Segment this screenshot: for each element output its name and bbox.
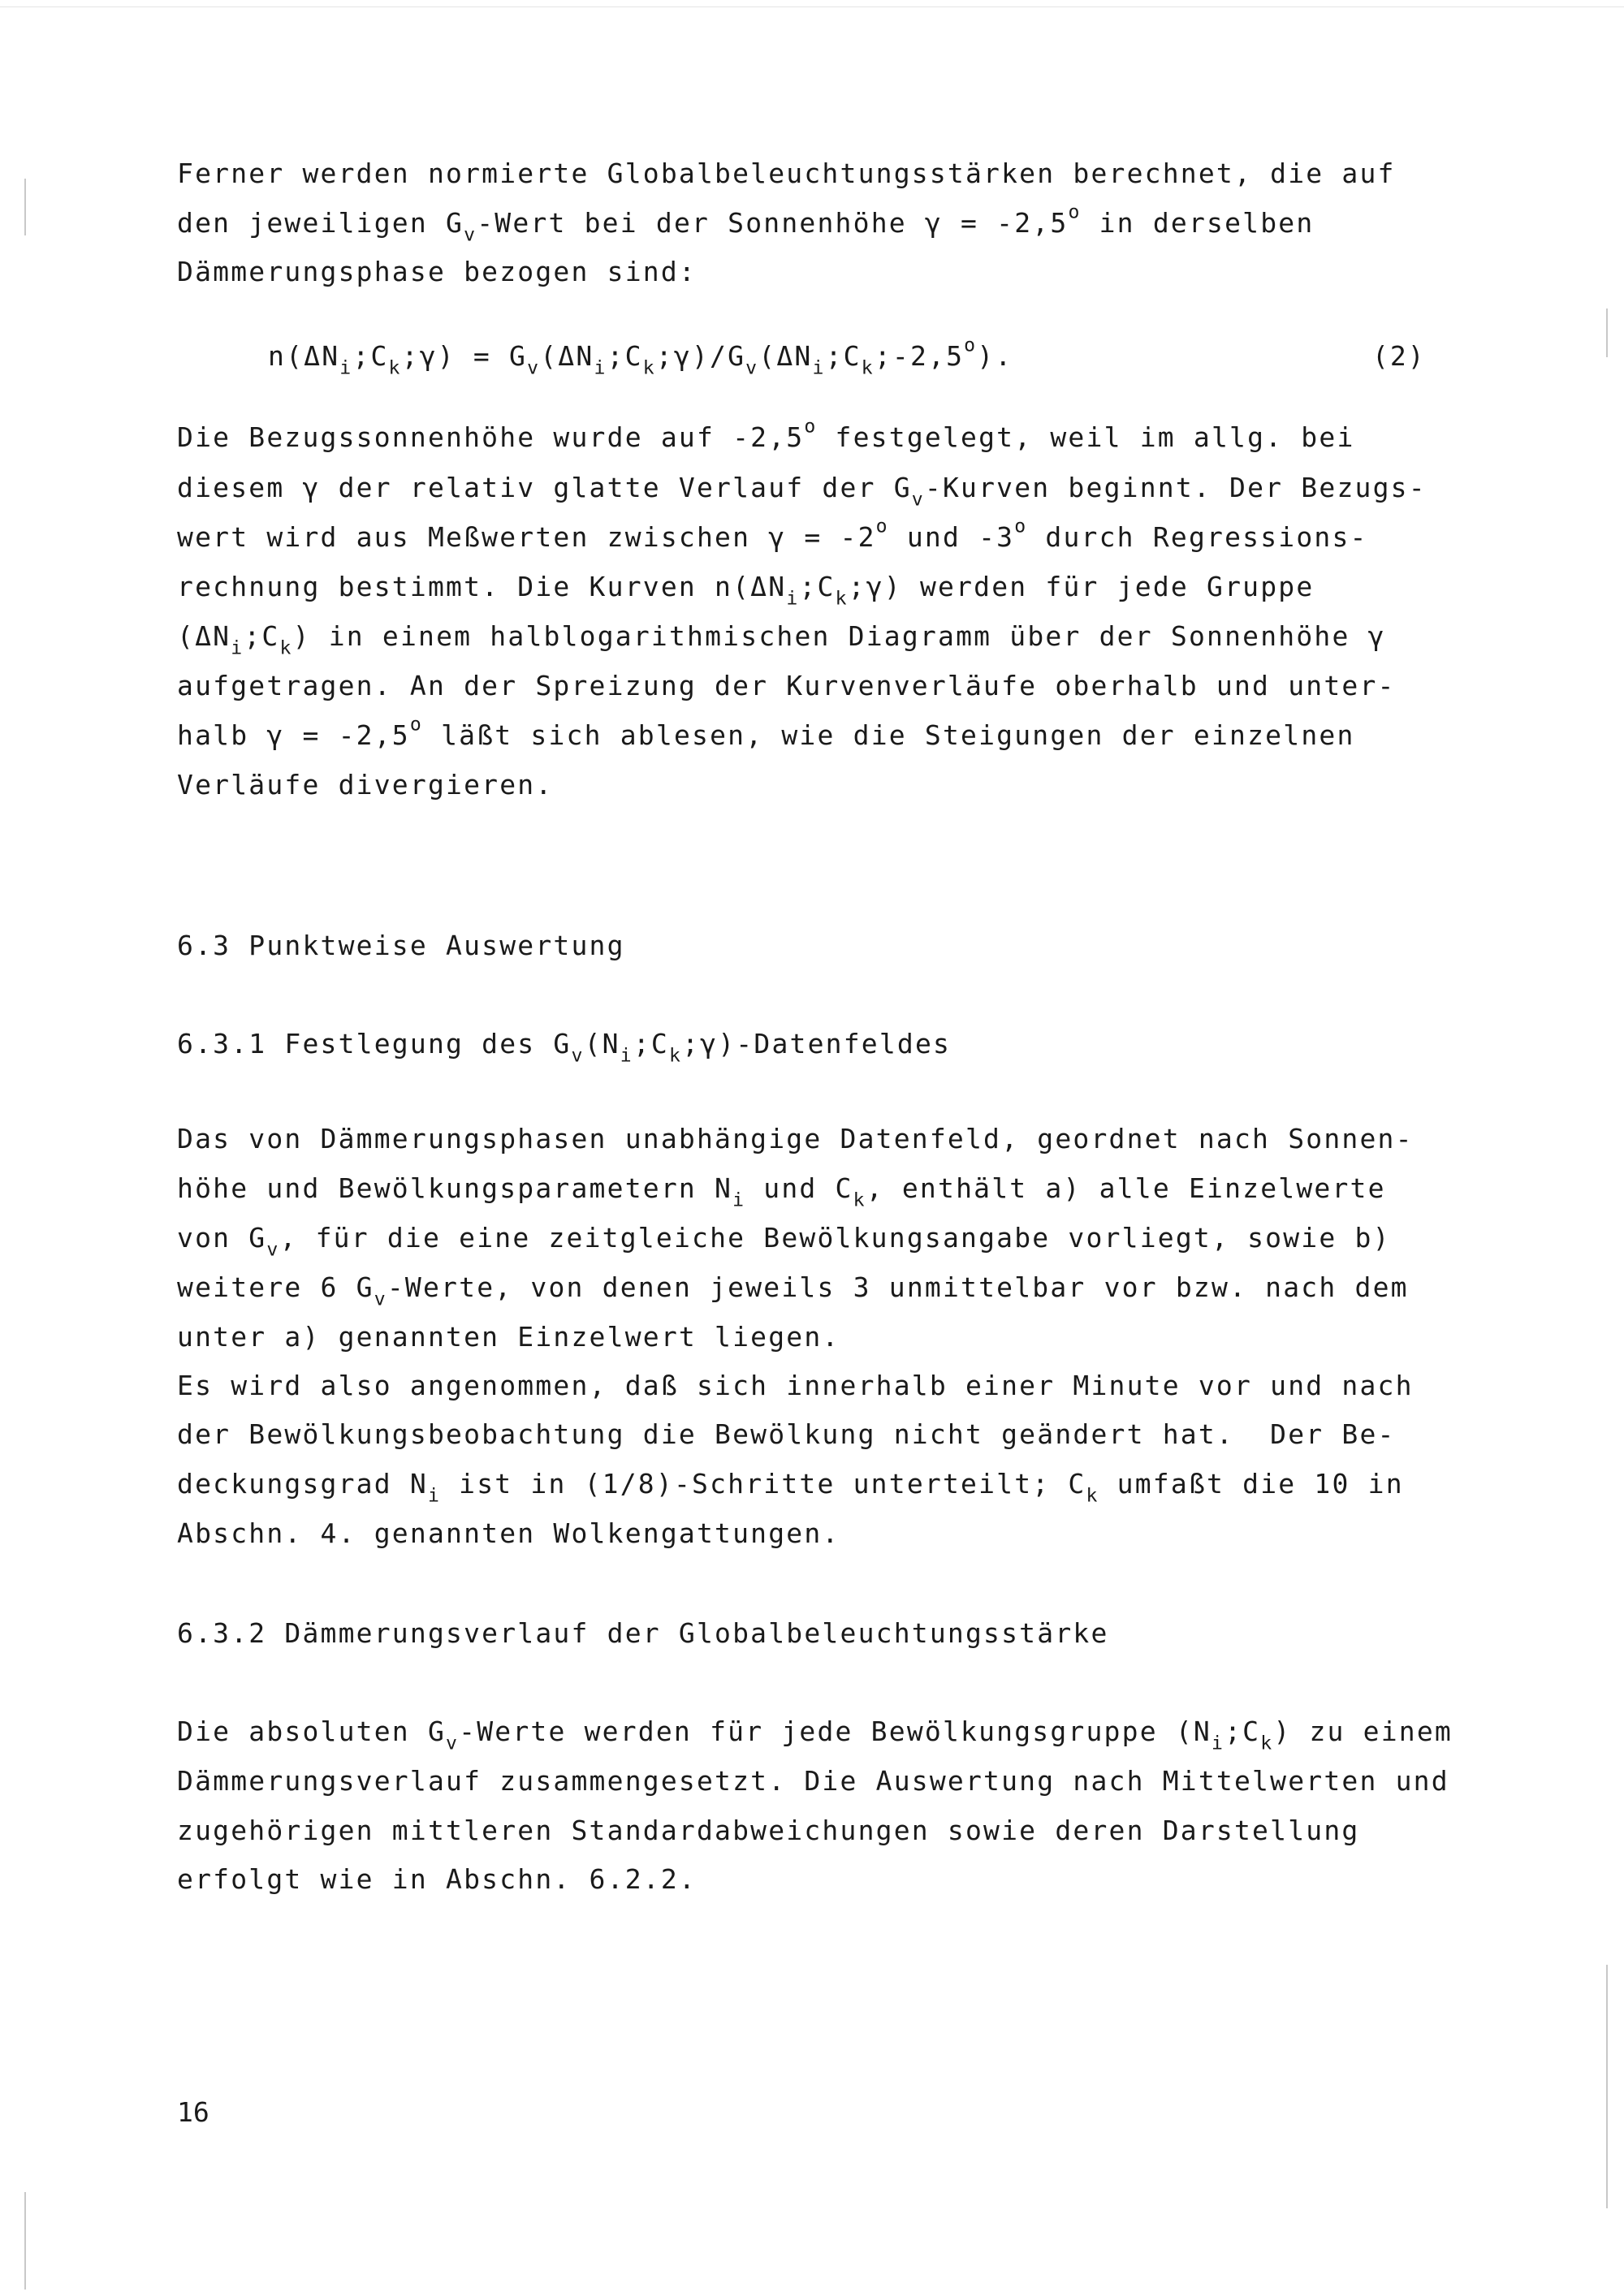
paragraph-4-line-2: Dämmerungsverlauf zusammengesetzt. Die Auswertung nach Mittelwerten und: [177, 1765, 1449, 1797]
paragraph-3-line-6: Es wird also angenommen, daß sich innerhalb einer Minute vor und nach: [177, 1370, 1414, 1401]
paragraph-3-line-4: weitere 6 $G_v$-Werte, von denen jeweils 3 unmittelbar vor bzw. nach dem: [177, 1271, 1409, 1310]
paragraph-2-line-4: rechnung bestimmt. Die Kurven $n(\Delta N_i;C_k;\gamma)$ werden für jede Gruppe: [177, 571, 1315, 610]
paragraph-4-line-4: erfolgt wie in Abschn. 6.2.2.: [177, 1863, 697, 1895]
paragraph-1-line-3: Dämmerungsphase bezogen sind:: [177, 256, 697, 287]
paragraph-3-line-8: deckungsgrad $N_i$ ist in (1/8)-Schritte unterteilt; $C_k$ umfaßt die 10 in: [177, 1468, 1404, 1507]
page-number: 16: [177, 2096, 209, 2128]
scan-left-edge-bottom: [24, 2192, 26, 2290]
paragraph-3-line-2: höhe und Bewölkungsparametern $N_i$ und $C_k$, enthält a) alle Einzelwerte: [177, 1172, 1386, 1211]
paragraph-2-line-1: Die Bezugssonnenhöhe wurde auf -2,5$^o$ festgelegt, weil im allg. bei: [177, 416, 1355, 453]
section-heading-6-3: 6.3 Punktweise Auswertung: [177, 930, 625, 961]
paragraph-1-line-2: den jeweiligen $G_v$-Wert bei der Sonnenhöhe $\gamma = -2,5^o$ in derselben: [177, 201, 1315, 246]
equation-2: $n(\Delta N_i;C_k;\gamma)$ = $G_v(\Delta N_i;C_k;\gamma)/G_v(\Delta N_i;C_k;-2,5^o)$.: [268, 334, 1013, 379]
paragraph-3-line-1: Das von Dämmerungsphasen unabhängige Datenfeld, geordnet nach Sonnen-: [177, 1123, 1414, 1154]
section-heading-6-3-1: 6.3.1 Festlegung des $G_v(N_i;C_k;\gamma)$-Datenfeldes: [177, 1028, 952, 1067]
paragraph-4-line-3: zugehörigen mittleren Standardabweichungen sowie deren Darstellung: [177, 1815, 1360, 1846]
paragraph-2-line-2: diesem γ der relativ glatte Verlauf der $G_v$-Kurven beginnt. Der Bezugs-: [177, 472, 1427, 511]
paragraph-2-line-5: $(\Delta N_i;C_k)$ in einem halblogarithmischen Diagramm über der Sonnenhöhe γ: [177, 620, 1386, 659]
scan-right-edge: [1606, 309, 1608, 357]
scan-right-edge-bottom: [1606, 1965, 1608, 2208]
paragraph-3-line-9: Abschn. 4. genannten Wolkengattungen.: [177, 1517, 840, 1549]
paragraph-2-line-6: aufgetragen. An der Spreizung der Kurvenverläufe oberhalb und unter-: [177, 670, 1396, 701]
section-heading-6-3-2: 6.3.2 Dämmerungsverlauf der Globalbeleuchtungsstärke: [177, 1617, 1109, 1649]
paragraph-4-line-1: Die absoluten $G_v$-Werte werden für jede Bewölkungsgruppe $(N_i;C_k)$ zu einem: [177, 1716, 1453, 1754]
scan-left-edge: [24, 179, 26, 235]
paragraph-3-line-5: unter a) genannten Einzelwert liegen.: [177, 1321, 840, 1353]
equation-number: (2): [1372, 340, 1426, 372]
paragraph-3-line-7: der Bewölkungsbeobachtung die Bewölkung nicht geändert hat. Der Be-: [177, 1418, 1396, 1450]
paragraph-2-line-7: halb $\gamma = -2,5^o$ läßt sich ablesen, wie die Steigungen der einzelnen: [177, 714, 1355, 751]
paragraph-1-line-1: Ferner werden normierte Globalbeleuchtungsstärken berechnet, die auf: [177, 158, 1396, 189]
scan-top-edge: [0, 6, 1624, 7]
paragraph-3-line-3: von $G_v$, für die eine zeitgleiche Bewölkungsangabe vorliegt, sowie b): [177, 1222, 1391, 1261]
paragraph-2-line-3: wert wird aus Meßwerten zwischen $\gamma = -2^o$ und -3$^o$ durch Regressions-: [177, 516, 1368, 553]
paragraph-2-line-8: Verläufe divergieren.: [177, 769, 554, 801]
